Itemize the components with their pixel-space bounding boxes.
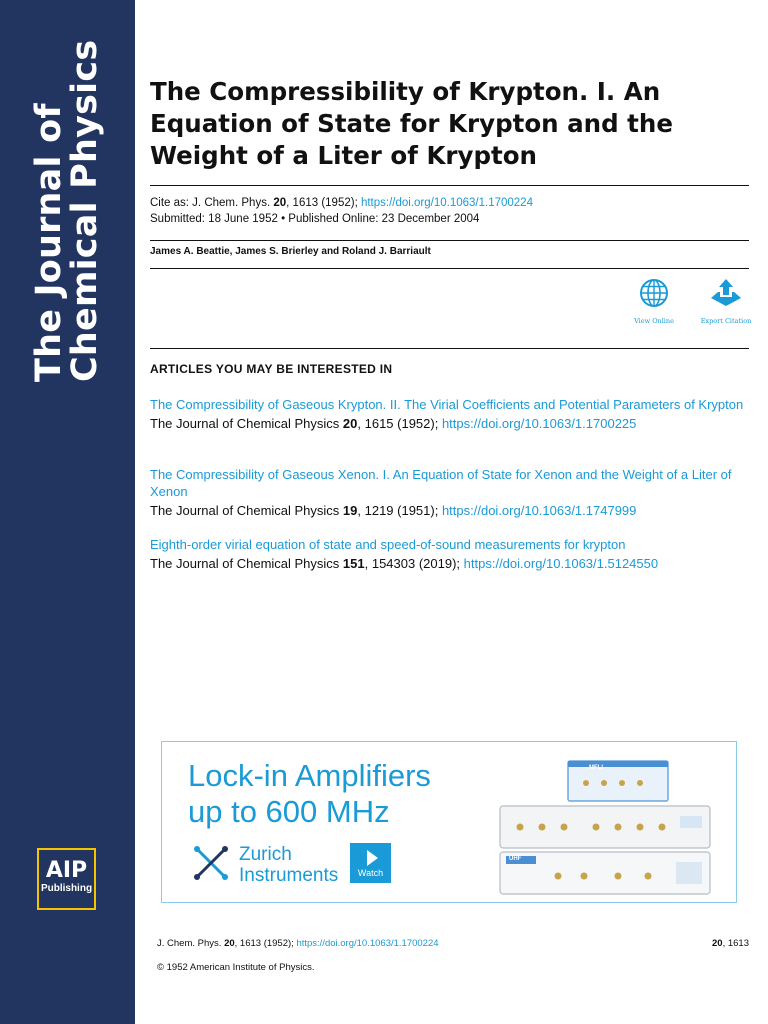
related-pages: , 1615 (1952); <box>357 416 442 431</box>
footer-page-number <box>712 938 749 950</box>
cite-prefix: Cite as: J. Chem. Phys. <box>150 197 274 209</box>
export-citation-button[interactable] <box>698 278 754 325</box>
related-article-title-link[interactable]: The Compressibility of Gaseous Krypton. II. The Virial Coefficients and Potential Parameters of Krypton <box>150 397 744 412</box>
divider <box>150 240 749 241</box>
citation-line <box>150 195 533 211</box>
related-journal: The Journal of Chemical Physics <box>150 416 343 431</box>
journal-name-vertical <box>29 39 105 382</box>
divider <box>150 185 749 186</box>
cite-volume: 20 <box>273 197 287 209</box>
related-article-title-link[interactable]: The Compressibility of Gaseous Xenon. I. An Equation of State for Xenon and the Weight of a Liter of Xenon <box>150 467 732 499</box>
footer-page-rest: , 1613 <box>722 938 749 949</box>
divider <box>150 268 749 269</box>
related-volume: 20 <box>342 416 358 431</box>
article-doi-link[interactable]: https://doi.org/10.1063/1.1700224 <box>360 197 533 209</box>
related-article-title-link[interactable]: Eighth-order virial equation of state and speed-of-sound measurements for krypton <box>150 537 626 552</box>
author-list: James A. Beattie, James S. Brierley and Roland J. Barriault <box>150 246 431 257</box>
journal-name-line1: The Journal of <box>29 103 69 382</box>
footer-citation <box>157 938 749 950</box>
view-online-label: View Online <box>634 317 674 325</box>
brand-line2: Instruments <box>239 865 339 886</box>
related-doi-link[interactable]: https://doi.org/10.1063/1.1700225 <box>441 416 637 431</box>
related-article <box>150 396 749 432</box>
footer-cite-rest: , 1613 (1952); <box>234 938 297 949</box>
ad-headline <box>188 758 431 830</box>
device-top-label: MFLI <box>589 765 603 771</box>
globe-icon <box>639 278 669 308</box>
export-citation-label: Export Citation <box>700 317 752 325</box>
related-journal: The Journal of Chemical Physics <box>150 556 343 571</box>
ad-headline-line2: up to 600 MHz <box>188 794 390 829</box>
divider <box>150 348 749 349</box>
watch-label: Watch <box>357 868 384 878</box>
ad-headline-line1: Lock-in Amplifiers <box>188 758 431 793</box>
related-article-citation <box>150 555 749 572</box>
article-title: The Compressibility of Krypton. I. An Equation of State for Krypton and the Weight of a Liter of Krypton <box>150 77 673 170</box>
logo-subtext: Publishing <box>40 883 93 894</box>
footer-doi-link[interactable]: https://doi.org/10.1063/1.1700224 <box>296 938 439 949</box>
related-doi-link[interactable]: https://doi.org/10.1063/1.5124550 <box>463 556 659 571</box>
brand-line1: Zurich <box>239 844 292 865</box>
related-journal: The Journal of Chemical Physics <box>150 503 343 518</box>
related-article <box>150 536 749 572</box>
logo-text: AIP <box>45 858 88 883</box>
journal-sidebar <box>0 0 135 1024</box>
zurich-instruments-logo-icon <box>192 844 230 882</box>
lock-in-amplifier-devices-image <box>498 758 720 900</box>
device-bottom-label: UHF <box>509 856 522 862</box>
related-pages: , 1219 (1951); <box>357 503 442 518</box>
zurich-instruments-wordmark <box>239 844 338 886</box>
related-doi-link[interactable]: https://doi.org/10.1063/1.1747999 <box>441 503 637 518</box>
journal-name-line2: Chemical Physics <box>65 39 105 382</box>
play-icon <box>367 850 378 866</box>
copyright-notice: © 1952 American Institute of Physics. <box>157 962 315 973</box>
footer-volume: 20 <box>224 938 235 949</box>
related-volume: 151 <box>342 556 365 571</box>
related-volume: 19 <box>342 503 358 518</box>
related-article <box>150 466 749 519</box>
watch-video-button[interactable] <box>350 843 391 883</box>
view-online-button[interactable] <box>626 278 682 325</box>
related-articles-heading: ARTICLES YOU MAY BE INTERESTED IN <box>150 362 393 376</box>
aip-publishing-logo[interactable] <box>37 848 96 910</box>
export-icon <box>709 278 743 308</box>
footer-page-volume: 20 <box>712 938 723 949</box>
related-article-citation <box>150 502 749 519</box>
related-pages: , 154303 (2019); <box>364 556 464 571</box>
related-article-citation <box>150 415 749 432</box>
advertisement-banner[interactable] <box>161 741 737 903</box>
cite-rest: , 1613 (1952); <box>286 197 361 209</box>
footer-cite-prefix: J. Chem. Phys. <box>157 938 225 949</box>
publication-dates: Submitted: 18 June 1952 • Published Online: 23 December 2004 <box>150 213 480 225</box>
